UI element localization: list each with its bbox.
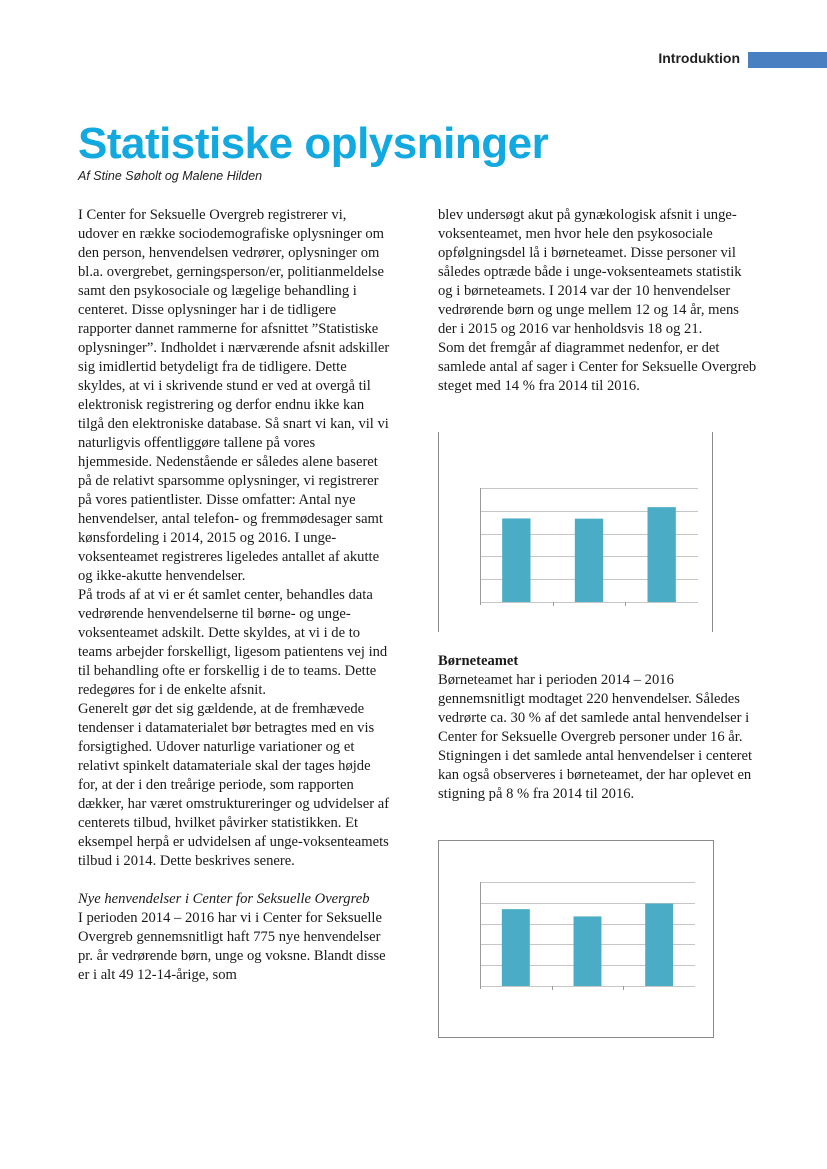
left-paragraph-3: Generelt gør det sig gældende, at de fremhævede tendenser i datamaterialet bør betragtes med en vis forsigtighed. Udover naturlige variationer og et relativt spinkelt datamateriale skal der tages højde for, at der i den treårige periode, som rapporten dækker, har været omstruktureringer og udvidelser af centerets tilbud, hvilket påvirker statistikken. Et eksempel herpå er udvidelsen af unge-voksenteamets tilbud i 2014. Dette beskrives senere. (78, 701, 390, 869)
section-header-bar (748, 52, 827, 68)
right-paragraph-1: blev undersøgt akut på gynækologisk afsnit i unge-voksenteamet, men hvor hele den psykosociale opfølgningsdel lå i børneteamet. Disse personer vil således optræde både i unge-voksenteamets statistik og i børneteamets. I 2014 var der 10 henvendelser vedrørende børn og unge mellem 12 og 14 år, mens der i 2015 og 2016 var henholdsvis 18 og 21. (438, 207, 742, 337)
chart-bar (574, 916, 602, 986)
left-subheading: Nye henvendelser i Center for Seksuelle Overgreb (78, 891, 370, 907)
chart-bar (647, 507, 675, 602)
page-title: Statistiske oplysninger (78, 119, 549, 168)
byline: Af Stine Søholt og Malene Hilden (78, 169, 263, 183)
boerneteamet-section (438, 652, 758, 804)
left-paragraph-1: I Center for Seksuelle Overgreb registrerer vi, udover en række sociodemografiske oplysninger om den person, henvendelsen vedrører, oplysninger om bl.a. overgrebet, gerningsperson/er, politianmeldelse samt den psykosociale og lægelige behandling i centeret. Disse oplysninger har i de tidligere rapporter dannet rammerne for afsnittet ”Statistiske oplysninger”. Indholdet i nærværende afsnit adskiller sig imidlertid betydeligt fra de tidligere. Dette skyldes, at vi i skrivende stund er ved at overgå til elektronisk registrering og derfor endnu ikke kan tilgå den elektroniske database. Så snart vi kan, vil vi naturligvis offentliggøre tallene på vores hjemmeside. Nedenstående er således alene baseret på de relativt sparsomme oplysninger, vi registrerer på vores patientlister. Disse omfatter: Antal nye henvendelser, antal telefon- og fremmødesager samt kønsfordeling i 2014, 2015 og 2016. I unge-voksenteamet registreres ligeledes antallet af akutte og ikke-akutte henvendelser. (78, 207, 390, 584)
boerneteamet-paragraph-2: Stigningen i det samlede antal henvendelser i centeret kan også observeres i børneteamet, der har oplevet en stigning på 8 % fra 2014 til 2016. (438, 748, 753, 802)
chart-bar (575, 519, 603, 602)
right-paragraph-2: Som det fremgår af diagrammet nedenfor, er det samlede antal af sager i Center for Seksuelle Overgreb steget med 14 % fra 2014 til 2016. (438, 340, 757, 394)
boerneteamet-paragraph-1: Børneteamet har i perioden 2014 – 2016 gennemsnitligt modtaget 220 henvendelser. Således vedrørte ca. 30 % af det samlede antal henvendelser i Center for Seksuelle Overgreb personer under 16 år. (438, 672, 750, 745)
chart-boerneteamet-svg (438, 840, 714, 1038)
chart-bar (502, 518, 530, 602)
section-header-label: Introduktion (658, 50, 740, 66)
chart-total-cases-svg (438, 432, 713, 632)
chart-total-cases (438, 432, 713, 632)
left-sub-paragraph: I perioden 2014 – 2016 har vi i Center for Seksuelle Overgreb gennemsnitligt haft 775 nye henvendelser pr. år vedrørende børn, unge og voksne. Blandt disse er i alt 49 12-14-årige, som (78, 910, 386, 983)
right-column (438, 206, 758, 396)
chart-boerneteamet (438, 840, 714, 1038)
left-column (78, 206, 390, 985)
boerneteamet-heading: Børneteamet (438, 653, 519, 669)
left-paragraph-2: På trods af at vi er ét samlet center, behandles data vedrørende henvendelserne til børne- og unge-voksenteamet adskilt. Dette skyldes, at vi i de to teams arbejder forskelligt, ligesom patientens vej ind til behandling ofte er forskellig i de to teams. Dette redegøres for i de enkelte afsnit. (78, 587, 388, 698)
chart-bar (645, 904, 673, 986)
chart-bar (502, 909, 530, 986)
